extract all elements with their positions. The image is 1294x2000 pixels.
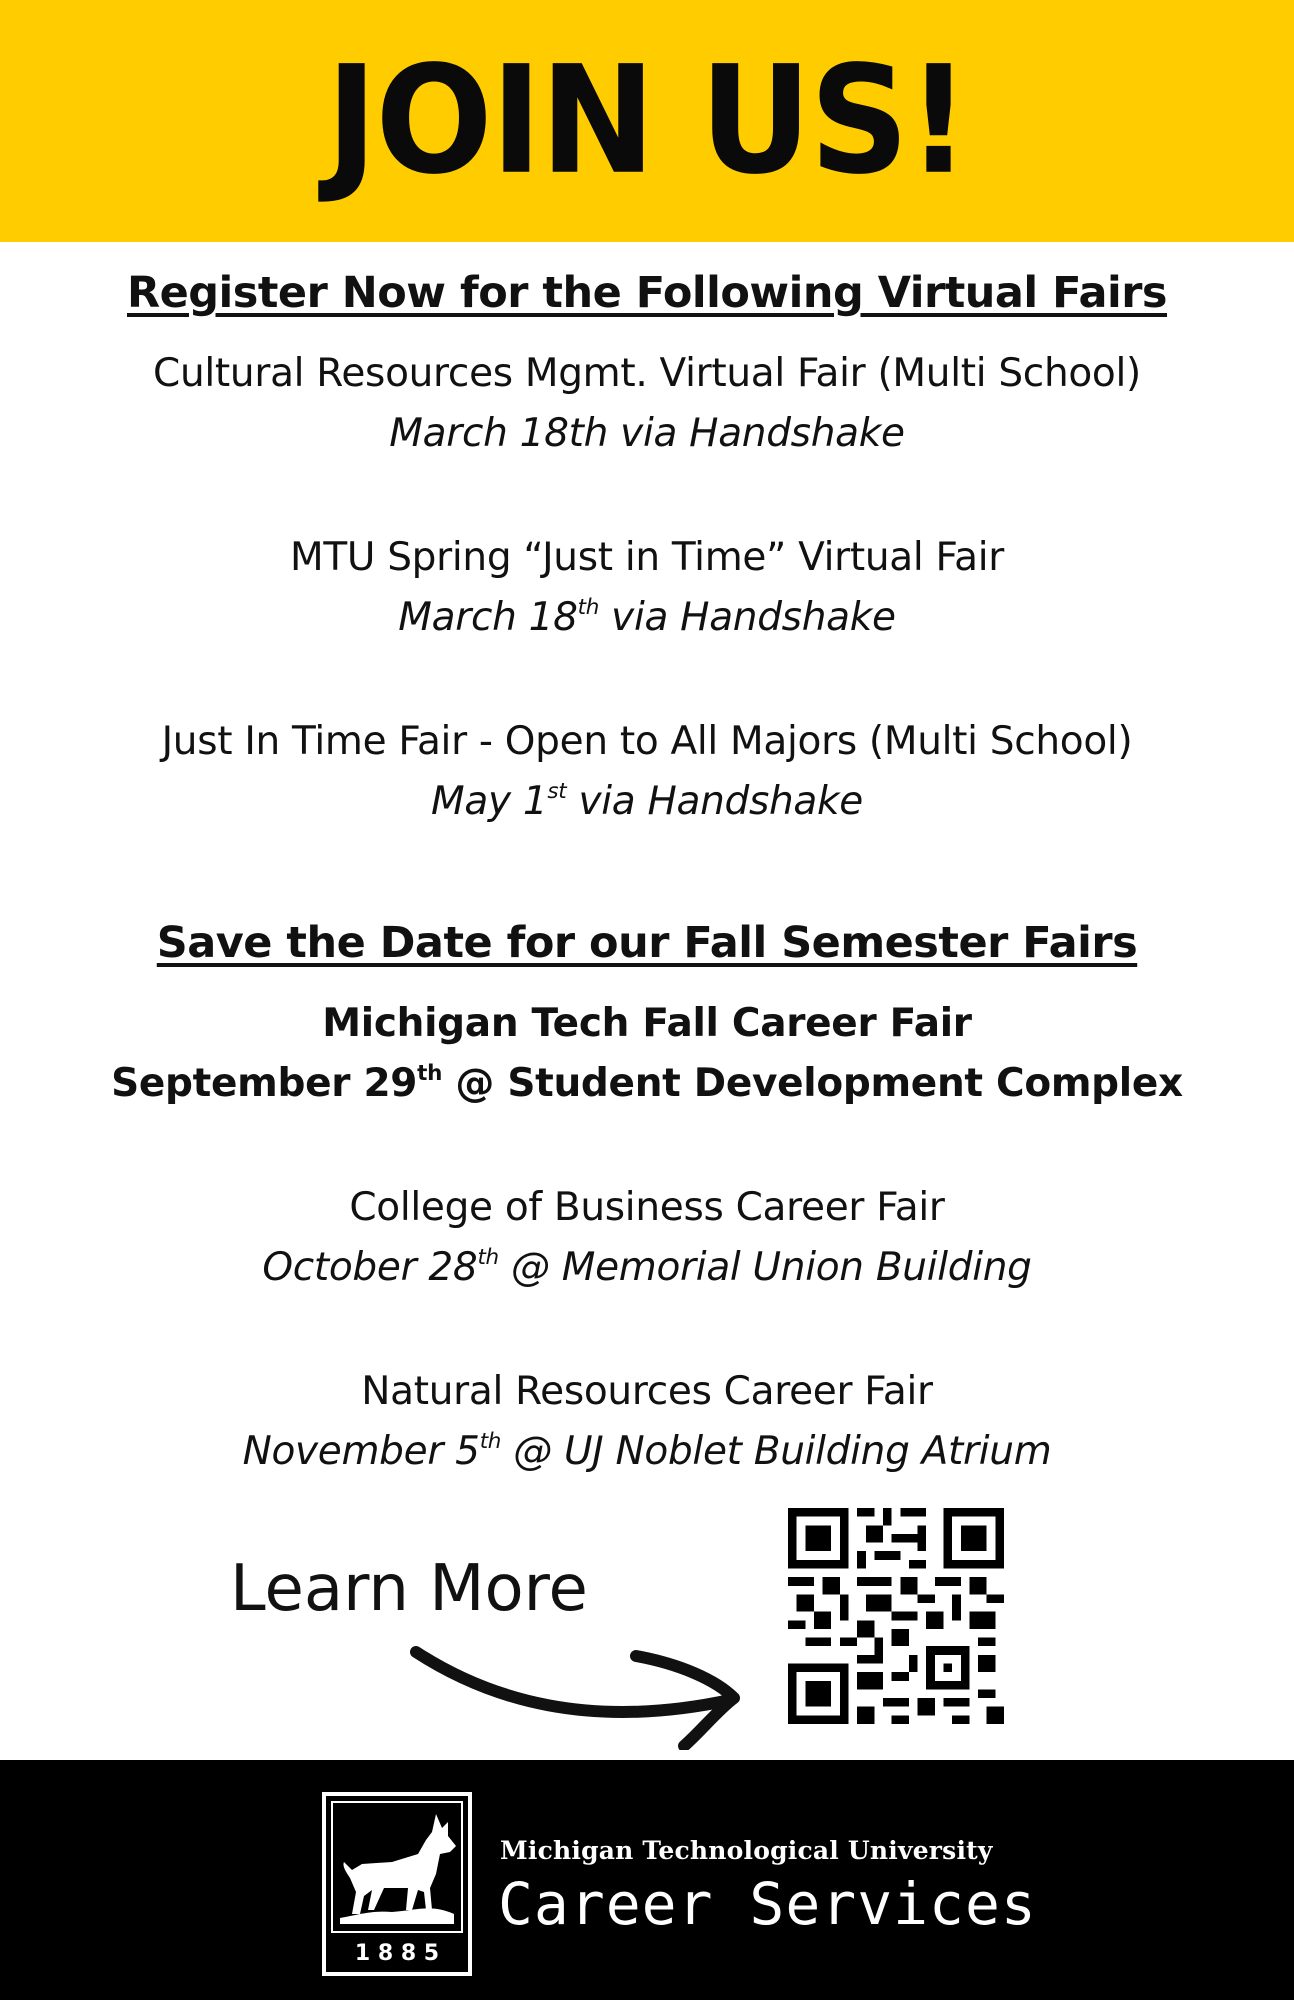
fair-name: College of Business Career Fair (349, 1185, 945, 1230)
fair-item-natural-resources (0, 1362, 1294, 1482)
fair-item-business (0, 1178, 1294, 1298)
curved-arrow-icon (400, 1620, 760, 1750)
fair-date: October 28th @ Memorial Union Building (262, 1244, 1032, 1290)
fall-fairs-heading: Save the Date for our Fall Semester Fairs (156, 918, 1138, 968)
university-name: Michigan Technological University (500, 1836, 993, 1865)
fair-name: Natural Resources Career Fair (361, 1369, 933, 1414)
fair-date: March 18th via Handshake (398, 594, 896, 640)
learn-more-label: Learn More (230, 1552, 588, 1626)
fair-item-just-in-time (0, 712, 1294, 832)
banner-title: JOIN US! (326, 33, 968, 208)
virtual-fairs-heading: Register Now for the Following Virtual Fairs (126, 268, 1168, 318)
fair-item-fall-career-fair (0, 994, 1294, 1114)
fair-name: MTU Spring “Just in Time” Virtual Fair (290, 535, 1004, 580)
fair-date: May 1st via Handshake (431, 778, 863, 824)
join-us-banner (0, 0, 1294, 242)
department-name: Career Services (498, 1870, 1037, 1938)
fair-item-cultural-resources (0, 344, 1294, 464)
logo-year: 1 8 8 5 (354, 1941, 440, 1966)
fair-date: September 29th @ Student Development Complex (111, 1060, 1183, 1106)
footer (0, 1760, 1294, 2000)
fair-name: Cultural Resources Mgmt. Virtual Fair (Multi School) (153, 351, 1141, 396)
fair-name: Michigan Tech Fall Career Fair (322, 1001, 972, 1046)
fair-name: Just In Time Fair - Open to All Majors (Multi School) (161, 719, 1133, 764)
fair-date: November 5th @ UJ Noblet Building Atrium (242, 1428, 1052, 1474)
qr-code-icon[interactable] (788, 1508, 1004, 1724)
husky-icon (322, 1792, 472, 1976)
fair-date: March 18th via Handshake (389, 411, 905, 456)
fair-item-mtu-spring (0, 528, 1294, 648)
